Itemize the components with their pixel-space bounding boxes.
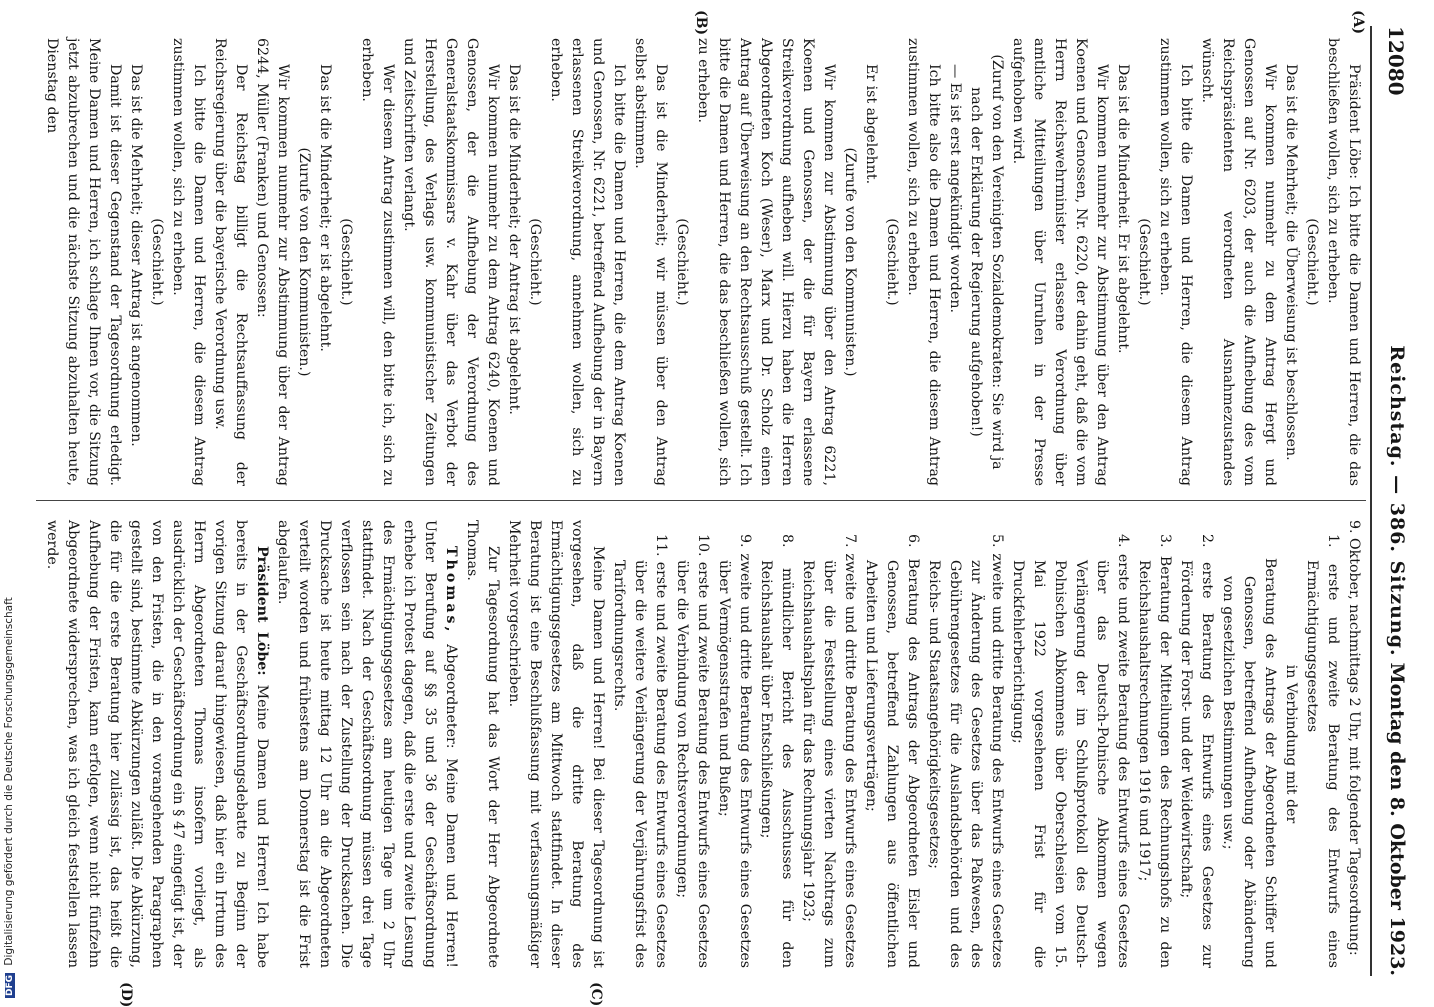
- paragraph: Wir kommen nunmehr zu dem Antrag Hergt und Genossen auf Nr. 6203, der auch die Aufhebung des vom Reichspräsidenten verordneten Ausnahmezustandes wünscht.: [1199, 38, 1278, 486]
- paragraph: Das ist die Mehrheit; dieser Antrag ist angenommen.: [128, 64, 144, 447]
- paragraph: Das ist die Mehrheit; die Überweisung ist beschlossen.: [1283, 64, 1299, 461]
- margin-mark-d: (D): [118, 982, 134, 1007]
- speech-loebe: [41, 520, 272, 968]
- speech-text: Abgeordneter: Meine Damen und Herren! Unter Berufung auf §§ 35 und 36 der Geschäftsordnung erhebe ich Protest dagegen, daß die erste und zweite Lesung des Ermächtigungsgesetzes am heutigen Tage um 2 Uhr stattfindet. Nach der Geschäftsordnung müssen drei Tage verflossen sein nach der Zustellung der Drucksachen. Die Drucksache ist heute mittag 12 Uhr an die Abgeordneten verteilt worden und frühestens am Donnerstag ist die Frist abgelaufen.: [275, 520, 459, 969]
- agenda-item: 9. zweite und dritte Beratung des Entwurfs eines Gesetzes über Vermögensstrafen und Bußen;: [716, 534, 753, 968]
- interjection: (Geschieht.): [1304, 218, 1320, 306]
- interjection: (Geschieht.): [527, 218, 543, 306]
- interjection: (Geschieht.): [674, 218, 690, 306]
- paragraph: Präsident Löbe: Ich bitte die Damen und Herren, die das beschließen wollen, sich zu erheben.: [1325, 38, 1362, 486]
- interjection: (Zurufe von den Kommunisten.): [842, 147, 858, 377]
- paragraph: Wir kommen nunmehr zur Abstimmung über der Antrag 6244, Müller (Franken) und Genossen:: [254, 38, 291, 486]
- interjection: (Geschieht.): [338, 218, 354, 306]
- paragraph: Meine Damen und Herren! Bei dieser Tagesordnung ist vorgesehen, daß die dritte Beratung des Ermächtigungsgesetzes am Mittwoch stattfindet. In dieser Beratung ist eine Beschlußfassung mit verfassungsmäßiger Mehrheit vorgeschrieben.: [506, 520, 606, 968]
- paragraph: Wir kommen nunmehr zu dem Antrag 6240, Koenen und Genossen, der die Aufhebung der Verordnung des Generalstaatskommissars v. Kahr über das Verbot der Herstellung, des Verlags usw. kommunistischer Zeitungen und Zeitschriften verlangt.: [401, 38, 501, 486]
- agenda-item: 3. Beratung der Mitteilungen des Rechnungshofs zu den Reichshaushaltsrechnungen 1916 und 1917;: [1136, 534, 1173, 968]
- paragraph: Damit ist dieser Gegenstand der Tagesordnung erledigt. Meine Damen und Herren, ich schlage Ihnen vor, die Sitzung jetzt abzubrechen und die nächste Sitzung abzuhalten heute, Dienstag den: [44, 38, 123, 486]
- paragraph: Wir kommen nunmehr zur Abstimmung über den Antrag Koenen und Genossen, Nr. 6220, der dahin geht, daß die vom Herrn Reichswehrminister erlassene Verordnung über amtliche Mitteilungen über Unruhen in der Presse aufgehoben wird.: [1010, 38, 1110, 486]
- paragraph: Ich bitte die Damen und Herren, die diesem Antrag zustimmen wollen, sich zu erheben.: [1157, 38, 1194, 486]
- speech-thomas: [272, 520, 461, 968]
- margin-mark-c: (C): [588, 982, 604, 1007]
- speaker-name: Präsident Löbe:: [254, 546, 270, 676]
- interjection: (Zurufe von den Kommunisten.): [296, 147, 312, 377]
- agenda-intro: 9. Oktober, nachmittags 2 Uhr, mit folgender Tagesordnung:: [1346, 520, 1362, 956]
- interjection: (Geschieht.): [884, 218, 900, 306]
- page-header: [1374, 26, 1408, 976]
- paragraph: Das ist die Minderheit; er ist abgelehnt.: [317, 64, 333, 352]
- paragraph: Ich bitte die Damen und Herren, die dem Antrag Koenen und Genossen, Nr. 6221, betreffend Aufhebung der in Bayern erlassenen Streikverordnung, annehmen wollen, sich zu erheben.: [548, 38, 627, 486]
- agenda-connector: in Verbindung mit der: [1283, 664, 1299, 824]
- margin-mark-a: (A): [1350, 10, 1366, 35]
- agenda-item: 8. mündlicher Bericht des Ausschusses für den Reichshaushalt über Entschließungen;: [758, 534, 795, 968]
- paragraph: Der Reichstag billigt die Rechtsauffassung der Reichsregierung über die bayerische Verordnung usw.: [212, 38, 249, 486]
- paragraph: Wir kommen zur Abstimmung über den Antrag 6221, Koenen und Genossen, der die für Bayern erlassene Streikverordnung aufheben will. Hierzu haben die Herren Abgeordneten Koch (Weser), Marx und Dr. Scholz einen Antrag auf Überweisung an den Rechtsausschuß gestellt. Ich bitte die Damen und Herren, die das beschließen wollen, sich zu erheben.: [695, 38, 837, 486]
- footer-text: Digitalisierung gefördert durch die Deutsche Forschungsgemeinschaft: [3, 597, 15, 966]
- agenda-item: 1. erste und zweite Beratung des Entwurfs eines Ermächtigungsgesetzes: [1304, 534, 1341, 968]
- dfg-logo: DFG: [5, 974, 15, 996]
- paragraph: Ich bitte die Damen und Herren, die diesem Antrag zustimmen wollen, sich zu erheben.: [170, 38, 207, 486]
- paragraph: Das ist die Minderheit; wir müssen über den Antrag selbst abstimmen.: [632, 38, 669, 486]
- speech-text: Meine Damen und Herren! Ich habe bereits in der Geschäftsordnungsdebatte zu Beginn der vorigen Sitzung darauf hingewiesen, daß hier ein Irrtum des Herrn Abgeordneten Thomas insofern vorliegt, als ausdrücklich der Geschäftsordnung ein § 47 eingefügt ist, der von den Fristen, die in den vorangehenden Paragraphen gestellt sind, bestimmte Abkürzungen zuläßt. Die Abkürzung, die für die erste Beratung hier zulässig ist, das heißt die Aufhebung der Fristen, kann erfolgen, wenn nicht fünfzehn Abgeordnete widersprechen, was ich gleich feststellen lassen werde.: [44, 520, 270, 969]
- header-rule: [1370, 26, 1372, 976]
- agenda-item: 2. erste Beratung des Entwurfs eines Gesetzes zur Förderung der Forst- und der Weidewirtschaft;: [1178, 534, 1215, 968]
- agenda-item: 5. zweite und dritte Beratung des Entwurfs eines Gesetzes zur Änderung des Gesetzes über das Paßwesen, des Gebührengesetzes für die Auslandsbehörden und des Reichs- und Staatsangehörigkeitsgesetzes;: [926, 534, 1005, 968]
- interjection: (Zuruf von den Vereinigten Sozialdemokraten: Sie wird ja nach der Erklärung der Regierung aufgehoben!): [968, 54, 1005, 470]
- interjection: (Geschieht.): [1136, 218, 1152, 306]
- agenda-item: 10. erste und zweite Beratung des Entwurfs eines Gesetzes über die Verbindung von Rechtsverordnungen;: [674, 534, 711, 968]
- paragraph: Er ist abgelehnt.: [863, 64, 879, 185]
- margin-mark-b: (B): [693, 10, 709, 36]
- paragraph: Zur Tagesordnung hat das Wort der Herr Abgeordnete Thomas.: [464, 520, 501, 968]
- agenda-item: 7. zweite und dritte Beratung des Entwurfs eines Gesetzes über die Feststellung eines vierten Nachtrags zum Reichshaushaltsplan für das Rechnungsjahr 1923;: [800, 534, 858, 968]
- paragraph: Das ist die Minderheit. Er ist abgelehnt.: [1115, 64, 1131, 354]
- interjection: (Geschieht.): [149, 218, 165, 306]
- agenda-item: 4. erste und zweite Beratung des Entwurfs eines Gesetzes über das Deutsch-Polnische Abkommen wegen Verlängerung der im Schlußprotokoll des Deutsch-Polnischen Abkommens über Oberschlesien vom 15. Mai 1922 vorgesehenen Frist für die Druckfehlerberichtigung;: [1010, 534, 1131, 968]
- left-column: [41, 38, 1364, 486]
- paragraph: Wer diesem Antrag zustimmen will, den bitte ich, sich zu erheben.: [359, 38, 396, 486]
- header-date: Montag den 8. Oktober 1923.: [1386, 662, 1408, 976]
- agenda-item: 6. Beratung des Antrags der Abgeordneten Eisler und Genossen, betreffend Zahlungen aus öffentlichen Arbeiten und Lieferungsverträgen;: [863, 534, 921, 968]
- right-column: [41, 520, 1364, 968]
- agenda-item: Beratung des Antrags der Abgeordneten Schiffer und Genossen, betreffend Aufhebung oder Abänderung von gesetzlichen Bestimmungen usw.;: [1220, 558, 1278, 968]
- column-divider: [36, 500, 1366, 501]
- page-number: 12080: [1384, 26, 1408, 96]
- paragraph: Ich bitte also die Damen und Herren, die diesem Antrag zustimmen wollen, sich zu erheben.: [905, 38, 942, 486]
- agenda-item: 11. erste und zweite Beratung des Entwurfs eines Gesetzes über die weitere Verlängerung der Verjährungsfrist des Tarifordnungsrechts.: [611, 534, 669, 968]
- paragraph: — Es ist erst angekündigt worden.: [947, 64, 963, 313]
- paragraph: Das ist die Minderheit; der Antrag ist abgelehnt.: [506, 64, 522, 415]
- digitization-footer: [3, 0, 17, 998]
- speaker-name: Thomas,: [443, 546, 459, 635]
- header-title: Reichstag. — 386. Sitzung.: [1386, 345, 1408, 657]
